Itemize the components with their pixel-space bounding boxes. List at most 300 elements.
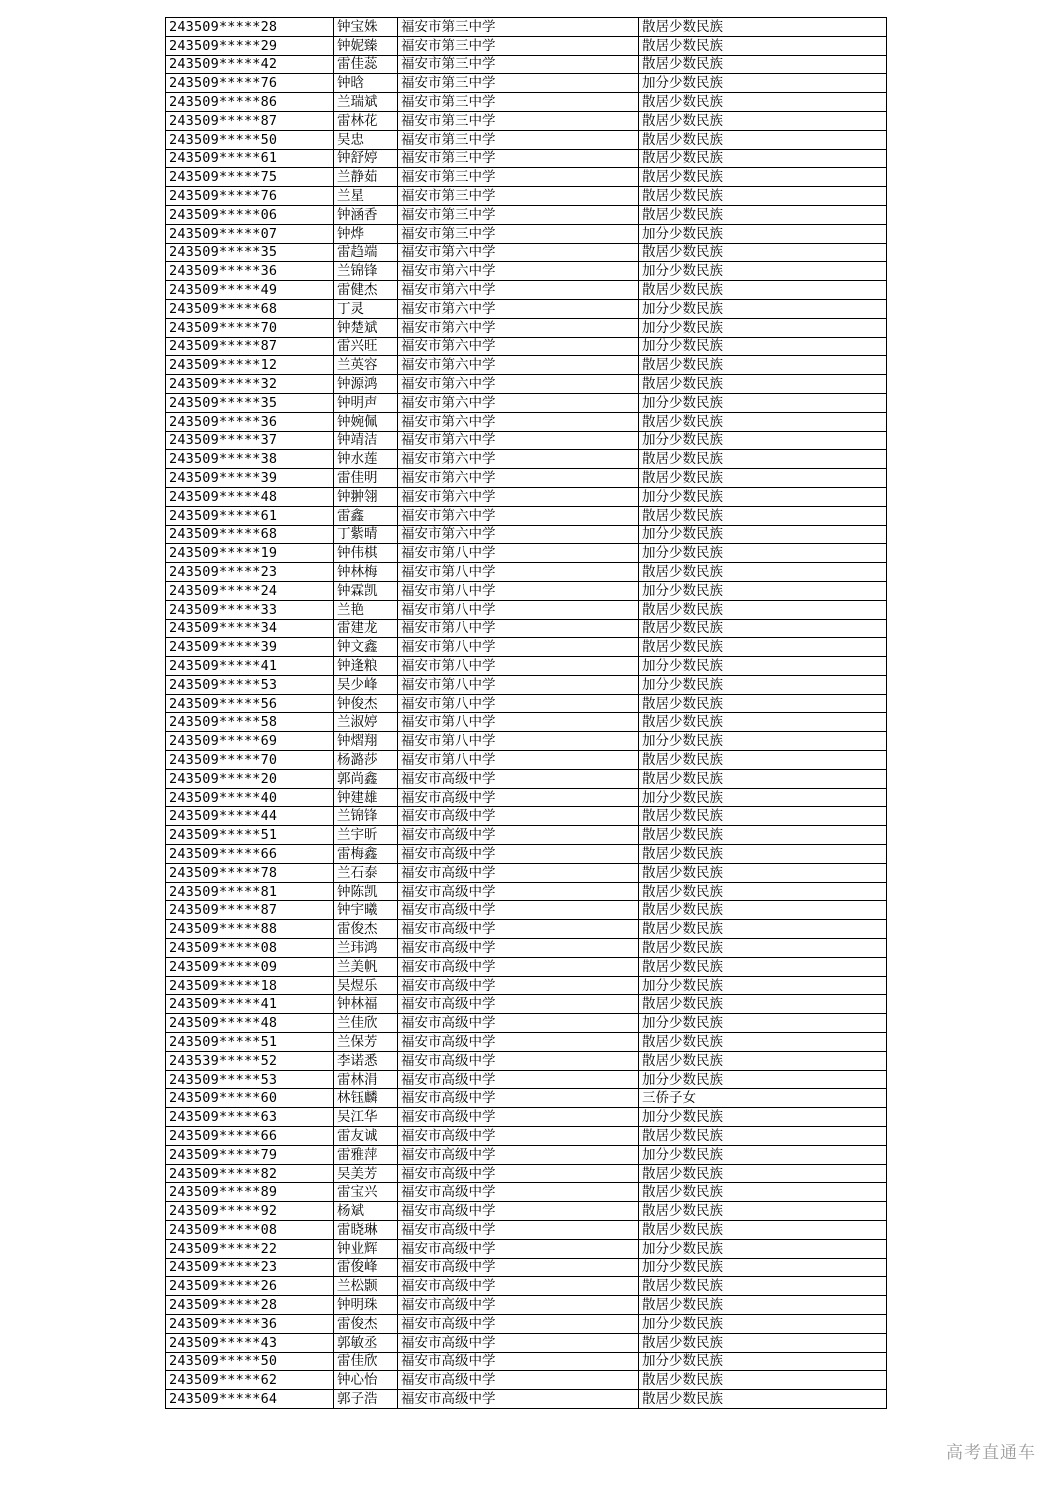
cell-school: 福安市第六中学: [398, 450, 639, 469]
cell-candidate-id: 243509*****70: [166, 318, 334, 337]
cell-candidate-id: 243509*****23: [166, 563, 334, 582]
cell-school: 福安市第六中学: [398, 506, 639, 525]
cell-candidate-name: 钟伟棋: [334, 544, 398, 563]
cell-candidate-name: 雷友诚: [334, 1127, 398, 1146]
cell-candidate-name: 钟文鑫: [334, 638, 398, 657]
cell-category: 散居少数民族: [639, 957, 887, 976]
cell-candidate-id: 243509*****53: [166, 675, 334, 694]
cell-category: 散居少数民族: [639, 130, 887, 149]
cell-school: 福安市第八中学: [398, 675, 639, 694]
cell-candidate-id: 243509*****50: [166, 130, 334, 149]
cell-candidate-id: 243509*****40: [166, 788, 334, 807]
cell-candidate-id: 243509*****37: [166, 431, 334, 450]
cell-candidate-name: 雷梅鑫: [334, 845, 398, 864]
cell-candidate-name: 雷林涓: [334, 1070, 398, 1089]
cell-candidate-name: 钟翀翎: [334, 487, 398, 506]
cell-category: 散居少数民族: [639, 1371, 887, 1390]
cell-category: 散居少数民族: [639, 563, 887, 582]
cell-candidate-name: 钟舒婷: [334, 149, 398, 168]
cell-school: 福安市第六中学: [398, 243, 639, 262]
cell-category: 散居少数民族: [639, 845, 887, 864]
cell-school: 福安市高级中学: [398, 1014, 639, 1033]
cell-category: 散居少数民族: [639, 694, 887, 713]
cell-school: 福安市高级中学: [398, 1221, 639, 1240]
cell-candidate-name: 雷鑫: [334, 506, 398, 525]
cell-candidate-name: 杨斌: [334, 1202, 398, 1221]
cell-candidate-id: 243509*****70: [166, 751, 334, 770]
cell-category: 散居少数民族: [639, 1277, 887, 1296]
table-row: [166, 450, 887, 469]
cell-category: 散居少数民族: [639, 205, 887, 224]
cell-category: 加分少数民族: [639, 675, 887, 694]
cell-candidate-id: 243509*****34: [166, 619, 334, 638]
cell-candidate-name: 钟烨: [334, 224, 398, 243]
cell-category: 散居少数民族: [639, 93, 887, 112]
cell-category: 加分少数民族: [639, 732, 887, 751]
table-row: [166, 431, 887, 450]
cell-candidate-name: 兰锦锋: [334, 807, 398, 826]
cell-candidate-name: 林钰麟: [334, 1089, 398, 1108]
cell-category: 散居少数民族: [639, 1221, 887, 1240]
cell-category: 散居少数民族: [639, 1390, 887, 1409]
cell-candidate-name: 杨潞莎: [334, 751, 398, 770]
table-row: [166, 187, 887, 206]
cell-category: 加分少数民族: [639, 1145, 887, 1164]
cell-candidate-id: 243509*****56: [166, 694, 334, 713]
table-row: [166, 675, 887, 694]
cell-candidate-id: 243509*****58: [166, 713, 334, 732]
table-row: [166, 581, 887, 600]
cell-category: 散居少数民族: [639, 713, 887, 732]
cell-candidate-id: 243509*****39: [166, 638, 334, 657]
cell-school: 福安市第六中学: [398, 393, 639, 412]
cell-category: 加分少数民族: [639, 1314, 887, 1333]
table-row: [166, 751, 887, 770]
table-row: [166, 788, 887, 807]
cell-school: 福安市第八中学: [398, 638, 639, 657]
cell-school: 福安市高级中学: [398, 1258, 639, 1277]
cell-candidate-name: 兰美帆: [334, 957, 398, 976]
cell-school: 福安市高级中学: [398, 957, 639, 976]
cell-school: 福安市第六中学: [398, 525, 639, 544]
cell-category: 散居少数民族: [639, 168, 887, 187]
cell-school: 福安市高级中学: [398, 1296, 639, 1315]
cell-candidate-name: 吴江华: [334, 1108, 398, 1127]
table-row: [166, 1239, 887, 1258]
cell-candidate-name: 雷健杰: [334, 281, 398, 300]
cell-school: 福安市第八中学: [398, 751, 639, 770]
table-row: [166, 713, 887, 732]
cell-category: 散居少数民族: [639, 506, 887, 525]
cell-candidate-name: 雷晓琳: [334, 1221, 398, 1240]
cell-school: 福安市第三中学: [398, 149, 639, 168]
cell-candidate-name: 钟明珠: [334, 1296, 398, 1315]
cell-school: 福安市高级中学: [398, 1277, 639, 1296]
table-row: [166, 901, 887, 920]
table-row: [166, 243, 887, 262]
cell-candidate-id: 243509*****76: [166, 74, 334, 93]
cell-candidate-id: 243509*****36: [166, 1314, 334, 1333]
table-row: [166, 845, 887, 864]
table-row: [166, 619, 887, 638]
table-row: [166, 412, 887, 431]
cell-candidate-id: 243509*****36: [166, 262, 334, 281]
cell-category: 散居少数民族: [639, 243, 887, 262]
watermark-label: 高考直通车: [946, 1443, 1036, 1463]
cell-candidate-id: 243509*****08: [166, 1221, 334, 1240]
table-row: [166, 732, 887, 751]
cell-candidate-id: 243509*****38: [166, 450, 334, 469]
cell-candidate-id: 243509*****53: [166, 1070, 334, 1089]
table-row: [166, 74, 887, 93]
cell-candidate-id: 243509*****08: [166, 939, 334, 958]
table-row: [166, 281, 887, 300]
table-row: [166, 205, 887, 224]
cell-school: 福安市高级中学: [398, 1164, 639, 1183]
table-row: [166, 1202, 887, 1221]
table-row: [166, 1127, 887, 1146]
cell-school: 福安市第八中学: [398, 544, 639, 563]
cell-candidate-id: 243509*****60: [166, 1089, 334, 1108]
table-row: [166, 1070, 887, 1089]
cell-candidate-name: 李诺悉: [334, 1051, 398, 1070]
cell-school: 福安市第三中学: [398, 18, 639, 37]
cell-school: 福安市高级中学: [398, 1108, 639, 1127]
cell-school: 福安市高级中学: [398, 1371, 639, 1390]
cell-candidate-id: 243509*****61: [166, 149, 334, 168]
cell-candidate-id: 243509*****63: [166, 1108, 334, 1127]
cell-category: 散居少数民族: [639, 55, 887, 74]
cell-category: 散居少数民族: [639, 600, 887, 619]
cell-candidate-id: 243509*****19: [166, 544, 334, 563]
cell-candidate-name: 雷兴旺: [334, 337, 398, 356]
cell-category: 加分少数民族: [639, 1070, 887, 1089]
cell-candidate-name: 钟明声: [334, 393, 398, 412]
cell-candidate-name: 钟源鸿: [334, 375, 398, 394]
cell-category: 散居少数民族: [639, 375, 887, 394]
cell-candidate-name: 钟晗: [334, 74, 398, 93]
table-row: [166, 487, 887, 506]
cell-category: 散居少数民族: [639, 882, 887, 901]
cell-candidate-name: 钟业辉: [334, 1239, 398, 1258]
cell-school: 福安市高级中学: [398, 1089, 639, 1108]
cell-candidate-id: 243509*****41: [166, 657, 334, 676]
cell-category: 加分少数民族: [639, 788, 887, 807]
cell-school: 福安市第八中学: [398, 619, 639, 638]
roster-table-body: [166, 18, 887, 1409]
cell-category: 加分少数民族: [639, 544, 887, 563]
table-row: [166, 1145, 887, 1164]
table-row: [166, 826, 887, 845]
cell-candidate-id: 243509*****64: [166, 1390, 334, 1409]
candidate-roster-table: [165, 17, 887, 1409]
table-row: [166, 1296, 887, 1315]
cell-candidate-name: 吴美芳: [334, 1164, 398, 1183]
cell-candidate-id: 243509*****68: [166, 525, 334, 544]
cell-candidate-id: 243509*****09: [166, 957, 334, 976]
table-row: [166, 1314, 887, 1333]
table-row: [166, 957, 887, 976]
table-row: [166, 36, 887, 55]
table-row: [166, 1051, 887, 1070]
table-row: [166, 638, 887, 657]
cell-candidate-name: 雷趋端: [334, 243, 398, 262]
cell-candidate-name: 雷建龙: [334, 619, 398, 638]
cell-candidate-name: 兰淑婷: [334, 713, 398, 732]
cell-category: 加分少数民族: [639, 224, 887, 243]
cell-candidate-id: 243509*****87: [166, 111, 334, 130]
table-row: [166, 299, 887, 318]
cell-school: 福安市第八中学: [398, 694, 639, 713]
cell-school: 福安市高级中学: [398, 939, 639, 958]
cell-category: 加分少数民族: [639, 976, 887, 995]
table-row: [166, 168, 887, 187]
cell-candidate-name: 钟建雄: [334, 788, 398, 807]
cell-category: 散居少数民族: [639, 111, 887, 130]
cell-candidate-id: 243509*****89: [166, 1183, 334, 1202]
cell-candidate-id: 243509*****49: [166, 281, 334, 300]
cell-school: 福安市高级中学: [398, 769, 639, 788]
cell-candidate-id: 243509*****51: [166, 1033, 334, 1052]
cell-category: 散居少数民族: [639, 939, 887, 958]
table-row: [166, 18, 887, 37]
cell-school: 福安市第三中学: [398, 55, 639, 74]
cell-candidate-name: 雷林花: [334, 111, 398, 130]
cell-category: 加分少数民族: [639, 431, 887, 450]
cell-candidate-id: 243509*****41: [166, 995, 334, 1014]
cell-school: 福安市高级中学: [398, 882, 639, 901]
cell-candidate-name: 丁灵: [334, 299, 398, 318]
cell-category: 散居少数民族: [639, 281, 887, 300]
cell-candidate-id: 243509*****62: [166, 1371, 334, 1390]
cell-candidate-id: 243509*****35: [166, 393, 334, 412]
cell-category: 散居少数民族: [639, 619, 887, 638]
cell-school: 福安市第六中学: [398, 375, 639, 394]
table-row: [166, 1089, 887, 1108]
cell-school: 福安市第三中学: [398, 205, 639, 224]
table-row: [166, 600, 887, 619]
cell-candidate-name: 钟宝姝: [334, 18, 398, 37]
cell-school: 福安市第三中学: [398, 36, 639, 55]
cell-school: 福安市第三中学: [398, 168, 639, 187]
cell-school: 福安市第三中学: [398, 74, 639, 93]
table-row: [166, 976, 887, 995]
cell-candidate-name: 郭敏丞: [334, 1333, 398, 1352]
cell-category: 加分少数民族: [639, 581, 887, 600]
table-row: [166, 563, 887, 582]
cell-school: 福安市第八中学: [398, 713, 639, 732]
cell-category: 散居少数民族: [639, 1127, 887, 1146]
cell-candidate-id: 243509*****28: [166, 18, 334, 37]
cell-candidate-name: 钟逢粮: [334, 657, 398, 676]
cell-candidate-id: 243509*****87: [166, 901, 334, 920]
cell-candidate-id: 243509*****82: [166, 1164, 334, 1183]
table-row: [166, 1014, 887, 1033]
cell-candidate-name: 钟靖洁: [334, 431, 398, 450]
cell-candidate-name: 雷俊峰: [334, 1258, 398, 1277]
cell-school: 福安市第六中学: [398, 337, 639, 356]
cell-category: 加分少数民族: [639, 525, 887, 544]
table-row: [166, 525, 887, 544]
cell-candidate-name: 雷佳明: [334, 469, 398, 488]
cell-category: 散居少数民族: [639, 1183, 887, 1202]
cell-candidate-id: 243509*****78: [166, 863, 334, 882]
table-row: [166, 1183, 887, 1202]
cell-school: 福安市高级中学: [398, 1390, 639, 1409]
cell-candidate-name: 兰英容: [334, 356, 398, 375]
cell-candidate-id: 243509*****50: [166, 1352, 334, 1371]
table-row: [166, 111, 887, 130]
cell-candidate-name: 兰松颢: [334, 1277, 398, 1296]
cell-category: 散居少数民族: [639, 807, 887, 826]
cell-school: 福安市高级中学: [398, 1352, 639, 1371]
cell-school: 福安市高级中学: [398, 1239, 639, 1258]
cell-candidate-name: 兰宇昕: [334, 826, 398, 845]
cell-candidate-name: 兰艳: [334, 600, 398, 619]
cell-candidate-id: 243509*****36: [166, 412, 334, 431]
cell-candidate-id: 243509*****76: [166, 187, 334, 206]
cell-school: 福安市第三中学: [398, 187, 639, 206]
cell-candidate-id: 243509*****42: [166, 55, 334, 74]
cell-school: 福安市第六中学: [398, 281, 639, 300]
cell-candidate-id: 243509*****48: [166, 1014, 334, 1033]
cell-school: 福安市高级中学: [398, 995, 639, 1014]
cell-candidate-name: 兰保芳: [334, 1033, 398, 1052]
table-row: [166, 149, 887, 168]
table-row: [166, 337, 887, 356]
cell-candidate-name: 吴煜乐: [334, 976, 398, 995]
cell-candidate-id: 243509*****20: [166, 769, 334, 788]
table-row: [166, 807, 887, 826]
cell-school: 福安市高级中学: [398, 1127, 639, 1146]
cell-category: 散居少数民族: [639, 1202, 887, 1221]
table-row: [166, 506, 887, 525]
cell-candidate-name: 雷佳欣: [334, 1352, 398, 1371]
cell-candidate-name: 兰瑞斌: [334, 93, 398, 112]
cell-candidate-id: 243539*****52: [166, 1051, 334, 1070]
cell-category: 加分少数民族: [639, 299, 887, 318]
cell-candidate-id: 243509*****12: [166, 356, 334, 375]
cell-category: 散居少数民族: [639, 920, 887, 939]
cell-candidate-name: 钟陈凯: [334, 882, 398, 901]
cell-candidate-id: 243509*****18: [166, 976, 334, 995]
cell-category: 加分少数民族: [639, 337, 887, 356]
cell-school: 福安市高级中学: [398, 1051, 639, 1070]
cell-candidate-id: 243509*****23: [166, 1258, 334, 1277]
cell-category: 三侨子女: [639, 1089, 887, 1108]
cell-category: 散居少数民族: [639, 18, 887, 37]
cell-category: 加分少数民族: [639, 74, 887, 93]
cell-school: 福安市高级中学: [398, 788, 639, 807]
cell-school: 福安市第三中学: [398, 224, 639, 243]
cell-category: 加分少数民族: [639, 487, 887, 506]
cell-school: 福安市高级中学: [398, 826, 639, 845]
cell-candidate-name: 钟熠翔: [334, 732, 398, 751]
cell-candidate-id: 243509*****06: [166, 205, 334, 224]
cell-category: 加分少数民族: [639, 1239, 887, 1258]
cell-candidate-name: 兰佳欣: [334, 1014, 398, 1033]
cell-candidate-name: 兰星: [334, 187, 398, 206]
cell-category: 加分少数民族: [639, 318, 887, 337]
cell-category: 散居少数民族: [639, 412, 887, 431]
cell-candidate-id: 243509*****24: [166, 581, 334, 600]
table-row: [166, 769, 887, 788]
cell-school: 福安市高级中学: [398, 807, 639, 826]
cell-school: 福安市第三中学: [398, 111, 639, 130]
table-row: [166, 995, 887, 1014]
cell-candidate-id: 243509*****92: [166, 1202, 334, 1221]
table-row: [166, 130, 887, 149]
table-row: [166, 393, 887, 412]
cell-candidate-name: 钟楚斌: [334, 318, 398, 337]
cell-category: 散居少数民族: [639, 1051, 887, 1070]
cell-school: 福安市第六中学: [398, 356, 639, 375]
cell-candidate-name: 雷佳蕊: [334, 55, 398, 74]
table-row: [166, 1277, 887, 1296]
cell-candidate-name: 钟婉佩: [334, 412, 398, 431]
cell-candidate-id: 243509*****07: [166, 224, 334, 243]
cell-candidate-name: 郭子浩: [334, 1390, 398, 1409]
cell-category: 加分少数民族: [639, 657, 887, 676]
table-row: [166, 920, 887, 939]
cell-school: 福安市第六中学: [398, 299, 639, 318]
cell-candidate-name: 雷俊杰: [334, 1314, 398, 1333]
table-row: [166, 1164, 887, 1183]
cell-school: 福安市高级中学: [398, 901, 639, 920]
cell-category: 散居少数民族: [639, 638, 887, 657]
cell-candidate-id: 243509*****88: [166, 920, 334, 939]
cell-candidate-name: 钟俊杰: [334, 694, 398, 713]
cell-category: 散居少数民族: [639, 450, 887, 469]
table-row: [166, 469, 887, 488]
cell-category: 加分少数民族: [639, 262, 887, 281]
cell-candidate-name: 吴忠: [334, 130, 398, 149]
cell-school: 福安市高级中学: [398, 1070, 639, 1089]
cell-candidate-name: 钟妮臻: [334, 36, 398, 55]
cell-candidate-id: 243509*****66: [166, 1127, 334, 1146]
cell-school: 福安市高级中学: [398, 976, 639, 995]
cell-category: 加分少数民族: [639, 1258, 887, 1277]
table-row: [166, 1258, 887, 1277]
table-row: [166, 375, 887, 394]
cell-school: 福安市第三中学: [398, 130, 639, 149]
table-row: [166, 55, 887, 74]
cell-category: 散居少数民族: [639, 995, 887, 1014]
cell-candidate-name: 雷俊杰: [334, 920, 398, 939]
cell-candidate-name: 兰锦锋: [334, 262, 398, 281]
cell-candidate-name: 兰静茹: [334, 168, 398, 187]
table-row: [166, 1108, 887, 1127]
table-row: [166, 1371, 887, 1390]
cell-category: 散居少数民族: [639, 751, 887, 770]
table-row: [166, 318, 887, 337]
cell-candidate-id: 243509*****48: [166, 487, 334, 506]
cell-school: 福安市第八中学: [398, 600, 639, 619]
cell-school: 福安市第八中学: [398, 657, 639, 676]
cell-category: 散居少数民族: [639, 469, 887, 488]
cell-candidate-id: 243509*****32: [166, 375, 334, 394]
cell-candidate-id: 243509*****28: [166, 1296, 334, 1315]
cell-candidate-name: 丁紫晴: [334, 525, 398, 544]
cell-school: 福安市第八中学: [398, 732, 639, 751]
cell-candidate-id: 243509*****51: [166, 826, 334, 845]
cell-category: 散居少数民族: [639, 826, 887, 845]
cell-school: 福安市高级中学: [398, 1333, 639, 1352]
table-row: [166, 224, 887, 243]
cell-candidate-id: 243509*****87: [166, 337, 334, 356]
cell-candidate-id: 243509*****81: [166, 882, 334, 901]
table-row: [166, 93, 887, 112]
